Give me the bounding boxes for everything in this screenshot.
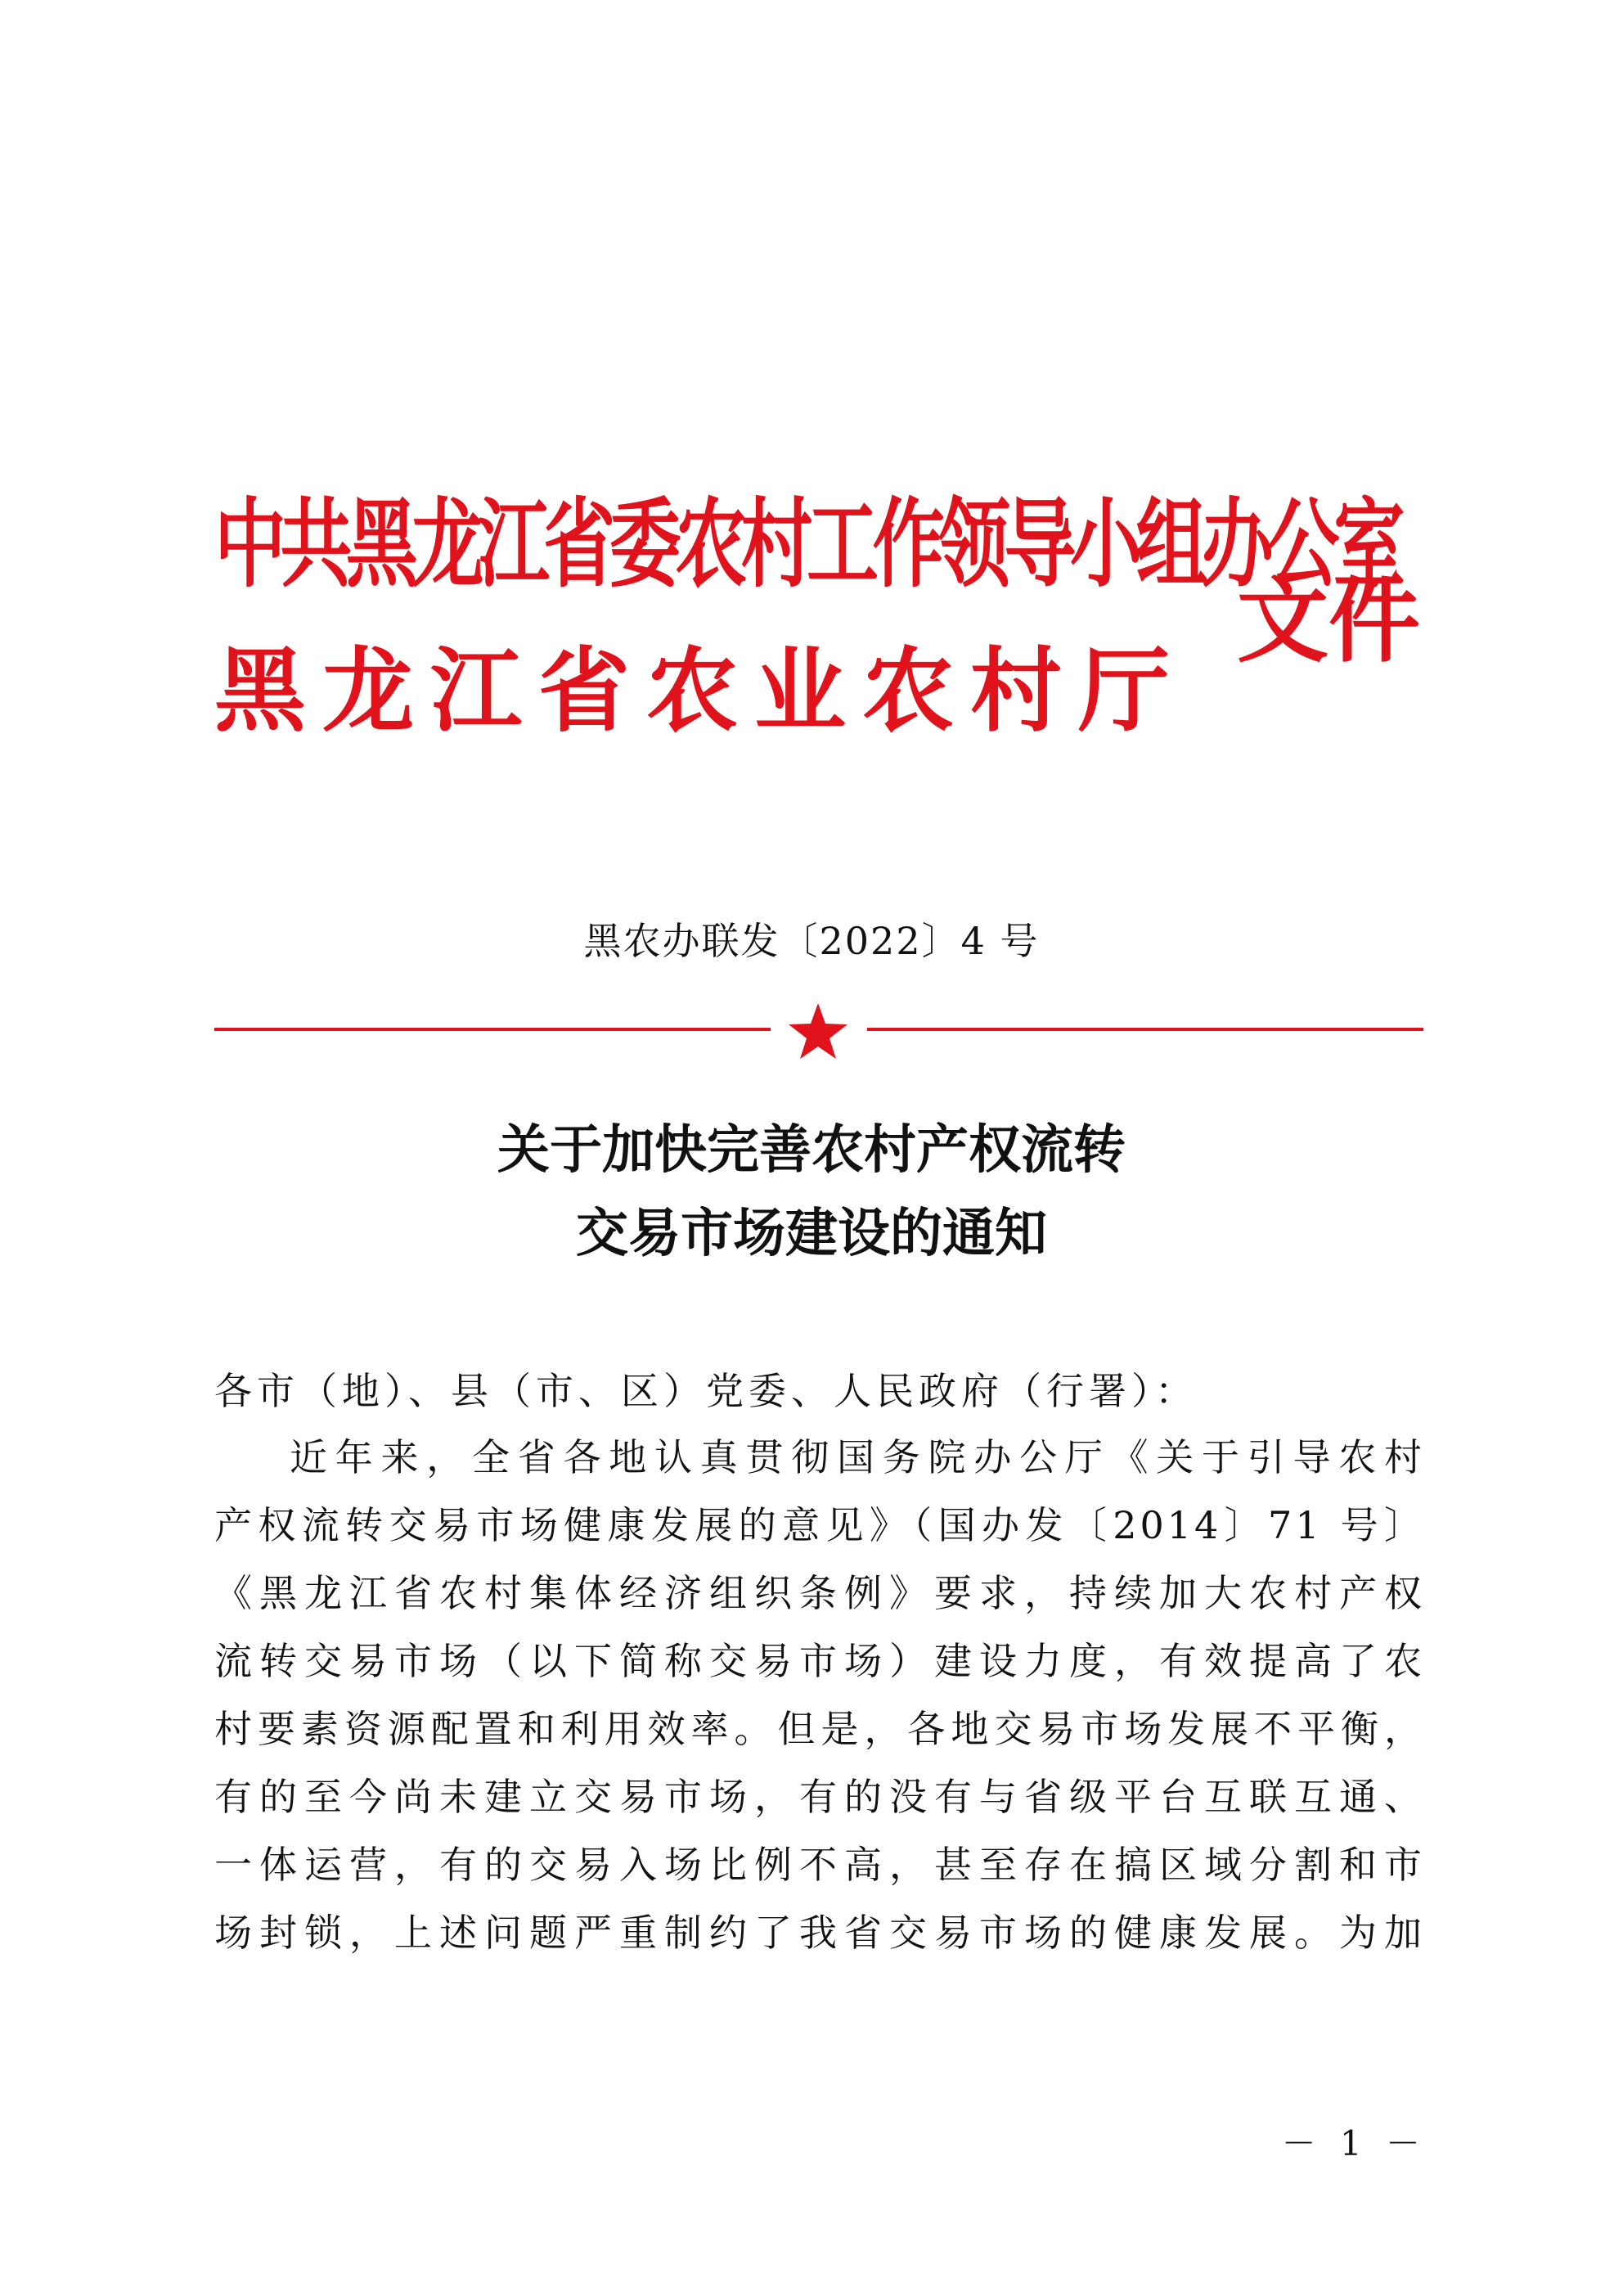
- title-line-1: 关于加快完善农村产权流转: [497, 1119, 1126, 1181]
- document-number: 黑农办联发〔2022〕4 号: [583, 919, 1040, 963]
- title-line-2: 交易市场建设的通知: [576, 1203, 1047, 1264]
- document-header: [214, 483, 1441, 753]
- body-line: 近年来，全省各地认真贯彻国务院办公厅《关于引导农村: [290, 1435, 1425, 1479]
- divider-line-right: [867, 1028, 1423, 1031]
- document-body: [214, 1358, 1425, 1967]
- issuing-organization-line-1: 中共黑龙江省委农村工作领导小组办公室: [214, 488, 1400, 601]
- red-divider: [214, 1005, 1423, 1054]
- document-title: [0, 1109, 1623, 1276]
- body-line: 场封锁，上述问题严重制约了我省交易市场的健康发展。为加: [214, 1911, 1425, 1955]
- issuing-organization-line-2: 黑龙江省农业农村厅: [214, 638, 1186, 745]
- body-line: 有的至今尚未建立交易市场，有的没有与省级平台互联互通、: [214, 1775, 1425, 1819]
- body-line: 一体运营，有的交易入场比例不高，甚至存在搞区域分割和市: [214, 1843, 1425, 1887]
- page-number: － 1 －: [1281, 2123, 1427, 2163]
- body-line: 流转交易市场（以下简称交易市场）建设力度，有效提高了农: [214, 1639, 1425, 1683]
- body-line: 村要素资源配置和利用效率。但是，各地交易市场发展不平衡，: [214, 1707, 1425, 1751]
- star-icon: [787, 1002, 849, 1060]
- divider-line-left: [214, 1028, 771, 1031]
- body-line: 《黑龙江省农村集体经济组织条例》要求，持续加大农村产权: [214, 1571, 1425, 1615]
- body-line: 产权流转交易市场健康发展的意见》（国办发〔2014〕71 号〕: [214, 1503, 1425, 1547]
- document-type-label: 文件: [1237, 569, 1420, 675]
- salutation: 各市（地）、县（市、区）党委、人民政府（行署）：: [214, 1369, 1198, 1413]
